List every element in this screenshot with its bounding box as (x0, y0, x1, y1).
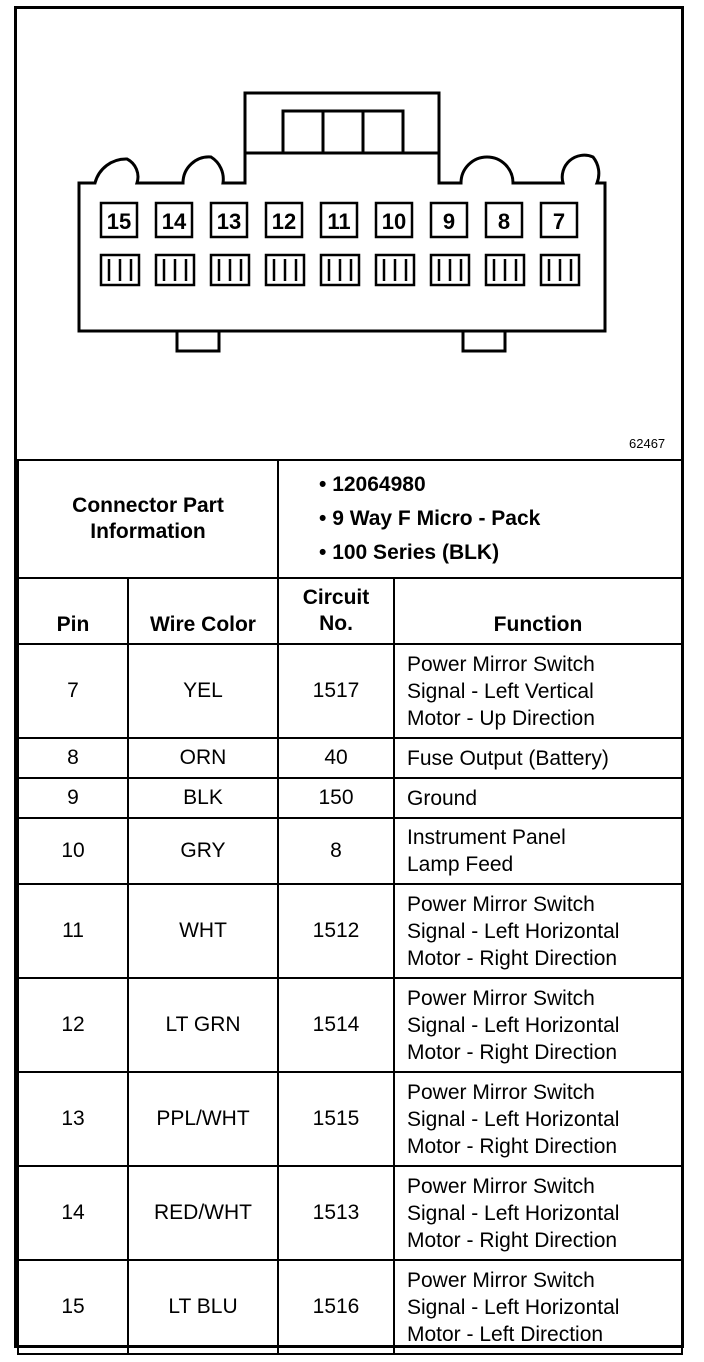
connector-info-row (18, 460, 682, 578)
function-cell (394, 884, 682, 978)
pin-label: 12 (271, 209, 297, 234)
header-pin: Pin (18, 578, 128, 644)
pin-cell: 12 (18, 978, 128, 1072)
header-wire-color: Wire Color (128, 578, 278, 644)
circuit-cell: 1514 (278, 978, 394, 1072)
circuit-cell: 40 (278, 738, 394, 778)
function-line: Signal - Left Horizontal (407, 1107, 620, 1131)
pin-label: 8 (497, 209, 511, 234)
connector-sheet (14, 6, 684, 1348)
pin-cell: 9 (18, 778, 128, 818)
function-cell (394, 818, 682, 884)
connector-info-list (278, 460, 682, 578)
function-line: Motor - Right Direction (407, 1228, 618, 1252)
function-line: Instrument Panel (407, 826, 566, 849)
pin-label: 14 (161, 209, 187, 234)
circuit-cell: 8 (278, 818, 394, 884)
pin-cell: 11 (18, 884, 128, 978)
table-row (18, 978, 682, 1072)
table-row (18, 1072, 682, 1166)
pin-label: 11 (327, 209, 351, 234)
header-circuit: Circuit No. (278, 578, 394, 644)
function-line: Motor - Right Direction (407, 1040, 618, 1064)
function-line: Signal - Left Horizontal (407, 1201, 620, 1225)
pin-cell: 15 (18, 1260, 128, 1354)
wire-color-cell: WHT (128, 884, 278, 978)
wire-color-cell: LT GRN (128, 978, 278, 1072)
function-line: Motor - Right Direction (407, 946, 618, 970)
function-cell (394, 738, 682, 778)
function-line: Power Mirror Switch (407, 1080, 595, 1104)
circuit-cell: 1513 (278, 1166, 394, 1260)
function-line: Signal - Left Horizontal (407, 1295, 620, 1319)
connector-drawing (17, 9, 681, 459)
wire-color-cell: PPL/WHT (128, 1072, 278, 1166)
connector-latch (245, 93, 439, 153)
circuit-cell: 1516 (278, 1260, 394, 1354)
function-line: Signal - Left Horizontal (407, 919, 620, 943)
pin-cell: 7 (18, 644, 128, 738)
pin-label: 10 (381, 209, 407, 234)
pinout-table (17, 459, 683, 1355)
wire-color-cell: LT BLU (128, 1260, 278, 1354)
function-line: Signal - Left Vertical (407, 679, 594, 703)
function-line: Lamp Feed (407, 853, 514, 876)
connector-info-item: • 12064980 (319, 473, 426, 496)
function-line: Power Mirror Switch (407, 1174, 595, 1198)
table-row (18, 644, 682, 738)
table-row (18, 778, 682, 818)
function-cell (394, 1166, 682, 1260)
wire-color-cell: ORN (128, 738, 278, 778)
function-line: Power Mirror Switch (407, 652, 595, 676)
function-line: Motor - Right Direction (407, 1134, 618, 1158)
wire-color-cell: RED/WHT (128, 1166, 278, 1260)
connector-info-label: Connector Part Information (18, 460, 278, 578)
connector-info-item: • 9 Way F Micro - Pack (319, 507, 541, 530)
function-line: Power Mirror Switch (407, 986, 595, 1010)
table-row (18, 1166, 682, 1260)
table-row (18, 1260, 682, 1354)
header-function: Function (394, 578, 682, 644)
connector-diagram (17, 9, 681, 459)
function-line: Power Mirror Switch (407, 892, 595, 916)
function-line: Power Mirror Switch (407, 1268, 595, 1292)
pin-label: 13 (216, 209, 242, 234)
function-cell (394, 1072, 682, 1166)
pin-label: 9 (442, 209, 456, 234)
wire-color-cell: BLK (128, 778, 278, 818)
pin-cell: 14 (18, 1166, 128, 1260)
table-row (18, 738, 682, 778)
function-cell (394, 1260, 682, 1354)
function-line: Signal - Left Horizontal (407, 1013, 620, 1037)
pin-cell: 13 (18, 1072, 128, 1166)
pin-cell: 8 (18, 738, 128, 778)
table-row (18, 884, 682, 978)
pin-label: 15 (106, 209, 132, 234)
function-line: Fuse Output (Battery) (407, 746, 609, 770)
function-cell (394, 978, 682, 1072)
pin-cell: 10 (18, 818, 128, 884)
circuit-cell: 150 (278, 778, 394, 818)
wire-color-cell: YEL (128, 644, 278, 738)
circuit-cell: 1517 (278, 644, 394, 738)
pin-label: 7 (552, 209, 566, 234)
diagram-id: 62467 (629, 436, 666, 451)
function-line: Motor - Left Direction (407, 1322, 604, 1346)
connector-info-item: • 100 Series (BLK) (319, 541, 500, 564)
wire-color-cell: GRY (128, 818, 278, 884)
function-line: Motor - Up Direction (407, 706, 595, 730)
function-cell (394, 644, 682, 738)
connector-body (79, 153, 605, 331)
table-row (18, 818, 682, 884)
function-cell (394, 778, 682, 818)
column-header-row (18, 578, 682, 644)
circuit-cell: 1512 (278, 884, 394, 978)
circuit-cell: 1515 (278, 1072, 394, 1166)
function-line: Ground (407, 786, 478, 810)
